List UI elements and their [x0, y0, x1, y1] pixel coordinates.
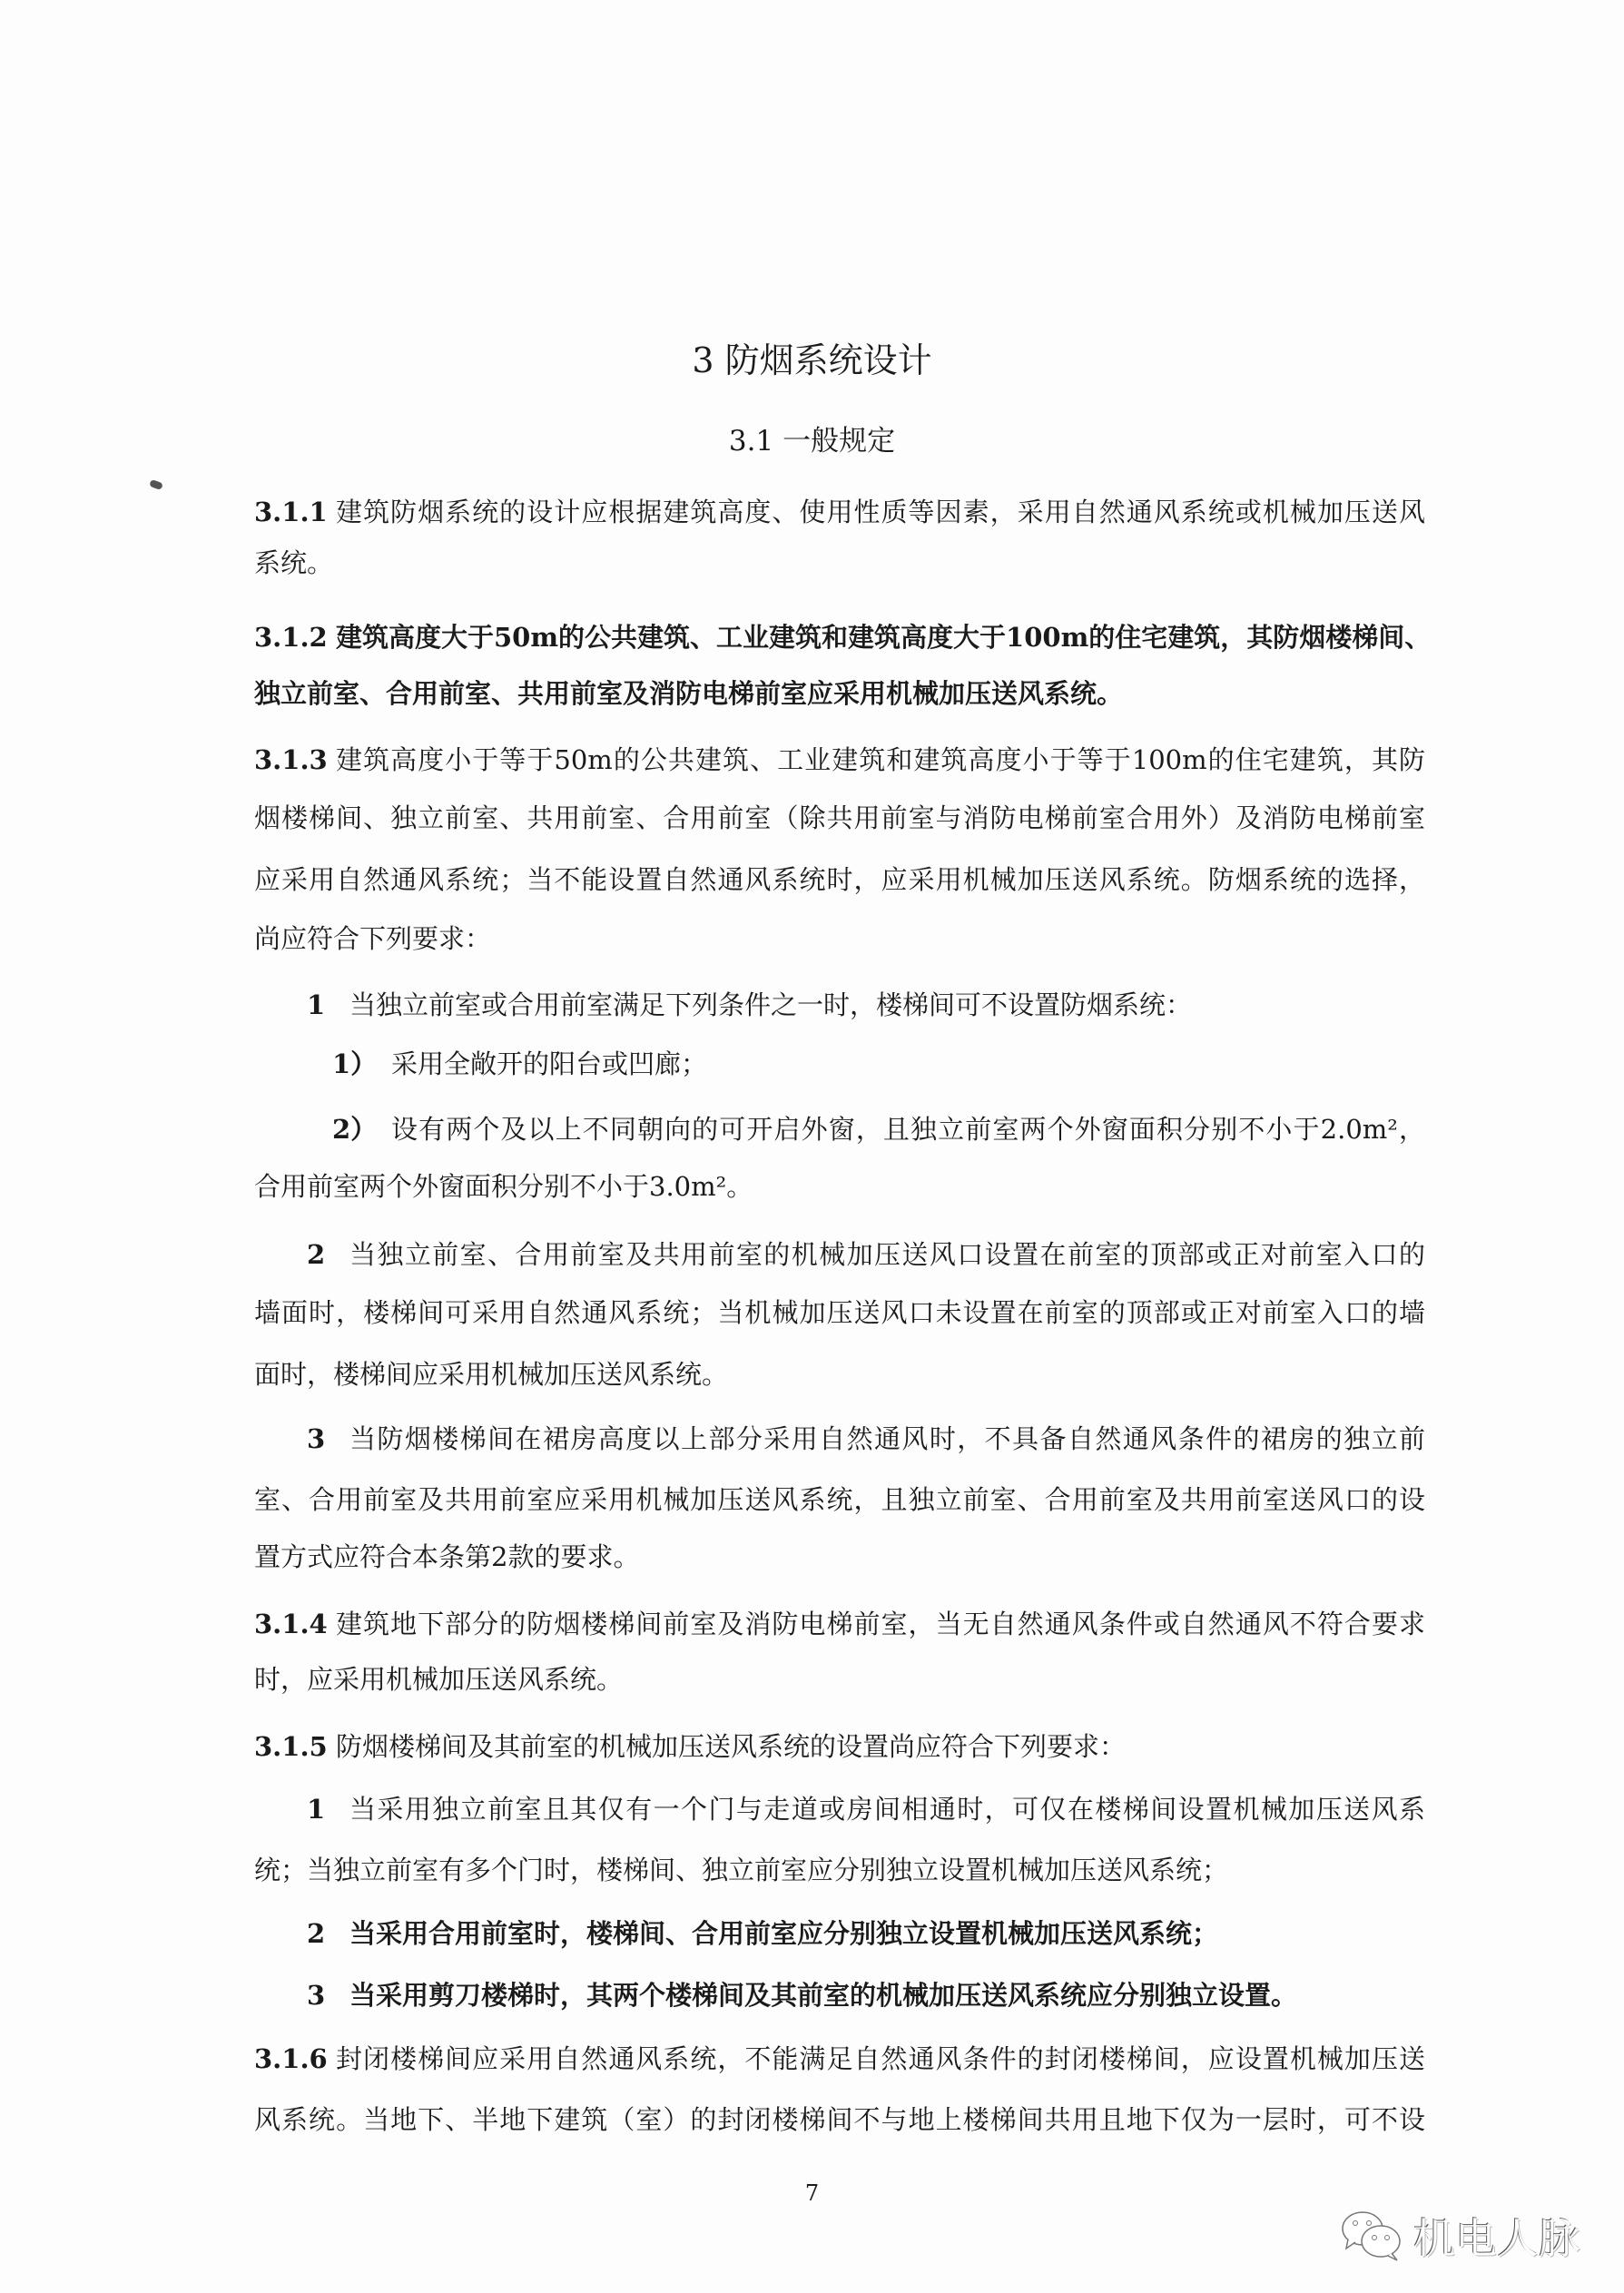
- clause-text: 当采用合用前室时，楼梯间、合用前室应分别独立设置机械加压送风系统；: [349, 1918, 1219, 1949]
- clause-text: 建筑地下部分的防烟楼梯间前室及消防电梯前室，当无自然通风条件或自然通风不符合要求: [336, 1609, 1425, 1639]
- clause-text: 建筑防烟系统的设计应根据建筑高度、使用性质等因素，采用自然通风系统或机械加压送风: [336, 497, 1425, 527]
- scan-speck: [149, 479, 163, 490]
- item-number: 3: [307, 1980, 326, 2011]
- text-line: [254, 860, 1425, 900]
- item-number: 1: [307, 1794, 326, 1825]
- clause-text: 合用前室两个外窗面积分别不小于3.0m²。: [254, 1171, 753, 1202]
- clause-text: 当采用剪刀楼梯时，其两个楼梯间及其前室的机械加压送风系统应分别独立设置。: [349, 1980, 1298, 2011]
- clause-number: 3.1.2: [254, 622, 328, 653]
- clause-text: 采用全敞开的阳台或凹廊；: [391, 1048, 708, 1079]
- clause-text: 独立前室、合用前室、共用前室及消防电梯前室应采用机械加压送风系统。: [254, 678, 1124, 709]
- clause-text: 时，应采用机械加压送风系统。: [254, 1664, 624, 1695]
- clause-number: 3.1.4: [254, 1609, 328, 1639]
- chapter-title: 3 防烟系统设计: [692, 340, 932, 380]
- clause-text: 当采用独立前室且其仅有一个门与走道或房间相通时，可仅在楼梯间设置机械加压送风系: [349, 1794, 1425, 1825]
- clause-text: 统；当独立前室有多个门时，楼梯间、独立前室应分别独立设置机械加压送风系统；: [254, 1855, 1229, 1885]
- clause-text: 当独立前室、合用前室及共用前室的机械加压送风口设置在前室的顶部或正对前室入口的: [349, 1239, 1425, 1270]
- watermark: [1339, 2206, 1580, 2266]
- clause-3-1-6: [254, 2039, 1425, 2079]
- text-line: [254, 1850, 1425, 1890]
- text-line: [254, 674, 1425, 713]
- clause-text: 当独立前室或合用前室满足下列条件之一时，楼梯间可不设置防烟系统：: [349, 989, 1193, 1020]
- page-number: 7: [804, 2180, 820, 2206]
- item-number: 2）: [332, 1114, 378, 1145]
- item-3: [307, 1419, 1425, 1459]
- watermark-text: 机电人脉: [1413, 2214, 1580, 2263]
- clause-text: 应采用自然通风系统；当不能设置自然通风系统时，应采用机械加压送风系统。防烟系统的选择，: [254, 864, 1425, 895]
- clause-text: 防烟楼梯间及其前室的机械加压送风系统的设置尚应符合下列要求：: [336, 1731, 1127, 1762]
- clause-3-1-5: [254, 1727, 1425, 1766]
- clause-text: 室、合用前室及共用前室应采用机械加压送风系统，且独立前室、合用前室及共用前室送风口的设: [254, 1484, 1425, 1515]
- subitem-1: [332, 1044, 1425, 1084]
- text-line: [254, 1659, 1425, 1699]
- text-line: [254, 543, 1425, 583]
- item-1: [307, 1789, 1425, 1829]
- clause-3-1-4: [254, 1604, 1425, 1644]
- clause-text: 墙面时，楼梯间可采用自然通风系统；当机械加压送风口未设置在前室的顶部或正对前室入口的墙: [254, 1297, 1425, 1328]
- text-line: [254, 2100, 1425, 2140]
- text-line: [254, 1166, 1425, 1206]
- clause-text: 面时，楼梯间应采用机械加压送风系统。: [254, 1359, 729, 1390]
- section-title: 3.1 一般规定: [728, 425, 896, 458]
- clause-number: 3.1.6: [254, 2043, 328, 2074]
- clause-text: 建筑高度小于等于50m的公共建筑、工业建筑和建筑高度小于等于100m的住宅建筑，其防: [336, 744, 1425, 775]
- clause-3-1-2: [254, 617, 1432, 657]
- item-number: 2: [307, 1918, 326, 1949]
- clause-text: 烟楼梯间、独立前室、共用前室、合用前室（除共用前室与消防电梯前室合用外）及消防电梯前室: [254, 802, 1425, 833]
- clause-text: 风系统。当地下、半地下建筑（室）的封闭楼梯间不与地上楼梯间共用且地下仅为一层时，可不设: [254, 2104, 1425, 2135]
- text-line: [254, 1537, 1425, 1577]
- text-line: [254, 919, 1425, 959]
- clause-3-1-1: [254, 492, 1425, 532]
- item-2: [307, 1914, 1425, 1953]
- clause-number: 3.1.5: [254, 1731, 328, 1762]
- item-number: 1: [307, 989, 326, 1020]
- clause-text: 尚应符合下列要求：: [254, 923, 492, 954]
- text-line: [254, 1293, 1425, 1333]
- item-3: [307, 1975, 1425, 2015]
- clause-text: 当防烟楼梯间在裙房高度以上部分采用自然通风时，不具备自然通风条件的裙房的独立前: [349, 1423, 1425, 1454]
- clause-3-1-3: [254, 740, 1425, 780]
- text-line: [254, 798, 1425, 838]
- subitem-2: [332, 1109, 1425, 1149]
- text-line: [254, 1354, 1425, 1394]
- clause-number: 3.1.3: [254, 744, 328, 775]
- clause-text: 建筑高度大于50m的公共建筑、工业建筑和建筑高度大于100m的住宅建筑，其防烟楼梯间、: [336, 622, 1432, 653]
- item-2: [307, 1235, 1425, 1274]
- item-1: [307, 985, 1425, 1025]
- text-line: [254, 1480, 1425, 1520]
- clause-number: 3.1.1: [254, 497, 328, 527]
- item-number: 3: [307, 1423, 326, 1454]
- item-number: 2: [307, 1239, 326, 1270]
- clause-text: 封闭楼梯间应采用自然通风系统，不能满足自然通风条件的封闭楼梯间，应设置机械加压送: [336, 2043, 1425, 2074]
- wechat-icon: [1339, 2209, 1404, 2263]
- clause-text: 设有两个及以上不同朝向的可开启外窗，且独立前室两个外窗面积分别不小于2.0m²，: [391, 1114, 1425, 1145]
- item-number: 1）: [332, 1048, 378, 1079]
- clause-text: 系统。: [254, 547, 334, 578]
- clause-text: 置方式应符合本条第2款的要求。: [254, 1541, 640, 1572]
